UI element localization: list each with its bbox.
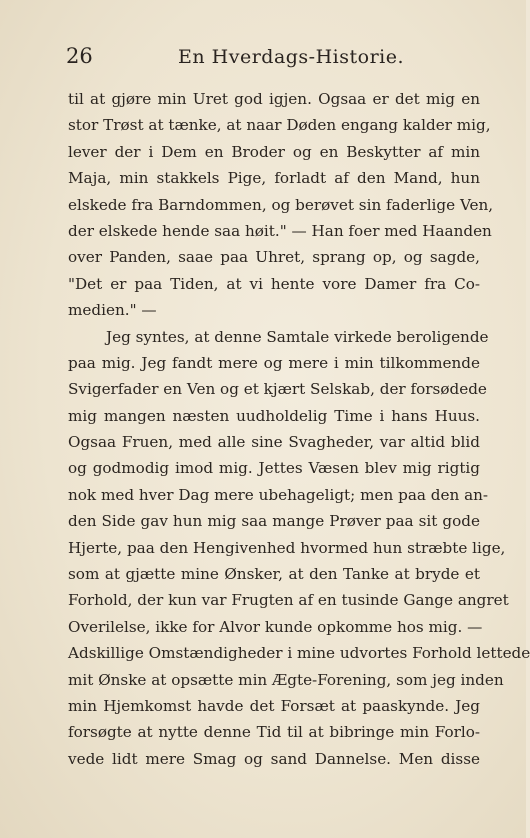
text-line: til at gjøre min Uret god igjen. Ogsaa er det mig en	[68, 90, 480, 108]
running-head	[60, 44, 484, 72]
text-line: Svigerfader en Ven og et kjært Selskab, der forsødede	[68, 380, 487, 399]
text-line: Maja, min stakkels Pige, forladt af den Mand, hun	[68, 169, 480, 188]
body-text	[68, 86, 530, 772]
text-line: vede lidt mere Smag og sand Dannelse. Men disse	[68, 749, 480, 768]
text-line: "Det er paa Tiden, at vi hente vore Damer fra Co-	[68, 274, 480, 293]
text-line: mig mangen næsten uudholdelig Time i hans Huus.	[68, 406, 480, 425]
page-number: 26	[66, 44, 93, 68]
text-line: der elskede hende saa høit." — Han foer med Haanden	[68, 221, 492, 240]
text-line: Ogsaa Fruen, med alle sine Svagheder, var altid blid	[68, 433, 480, 452]
text-line: Overilelse, ikke for Alvor kunde opkomme hos mig. —	[68, 617, 483, 636]
text-line: Jeg syntes, at denne Samtale virkede beroligende	[106, 327, 489, 346]
text-line: nok med hver Dag mere ubehageligt; men paa den an-	[68, 485, 489, 504]
text-line: den Side gav hun mig saa mange Prøver paa sit gode	[68, 512, 480, 531]
text-line: lever der i Dem en Broder og en Beskytter af min	[68, 142, 480, 161]
text-line: over Panden, saae paa Uhret, sprang op, og sagde,	[68, 248, 480, 267]
text-line: og godmodig imod mig. Jettes Væsen blev mig rigtig	[68, 459, 480, 478]
text-line: forsøgte at nytte denne Tid til at bibringe min Forlo-	[68, 723, 480, 742]
text-line: stor Trøst at tænke, at naar Døden engang kalder mig,	[68, 116, 491, 135]
text-line: mit Ønske at opsætte min Ægte-Forening, som jeg inden	[68, 670, 504, 689]
text-line: paa mig. Jeg fandt mere og mere i min tilkommende	[68, 353, 480, 372]
running-title: En Hverdags-Historie.	[178, 46, 405, 68]
text-line: Adskillige Omstændigheder i mine udvortes Forhold lettede	[68, 644, 530, 663]
text-line: elskede fra Barndommen, og berøvet sin faderlige Ven,	[68, 195, 494, 214]
text-line: min Hjemkomst havde det Forsæt at paaskynde. Jeg	[68, 696, 480, 715]
text-line: Forhold, der kun var Frugten af en tusinde Gange angret	[68, 591, 509, 610]
text-line: som at gjætte mine Ønsker, at den Tanke at bryde et	[68, 565, 480, 584]
text-line: Hjerte, paa den Hengivenhed hvormed hun stræbte lige,	[68, 538, 506, 557]
text-line: medien." —	[68, 301, 157, 320]
